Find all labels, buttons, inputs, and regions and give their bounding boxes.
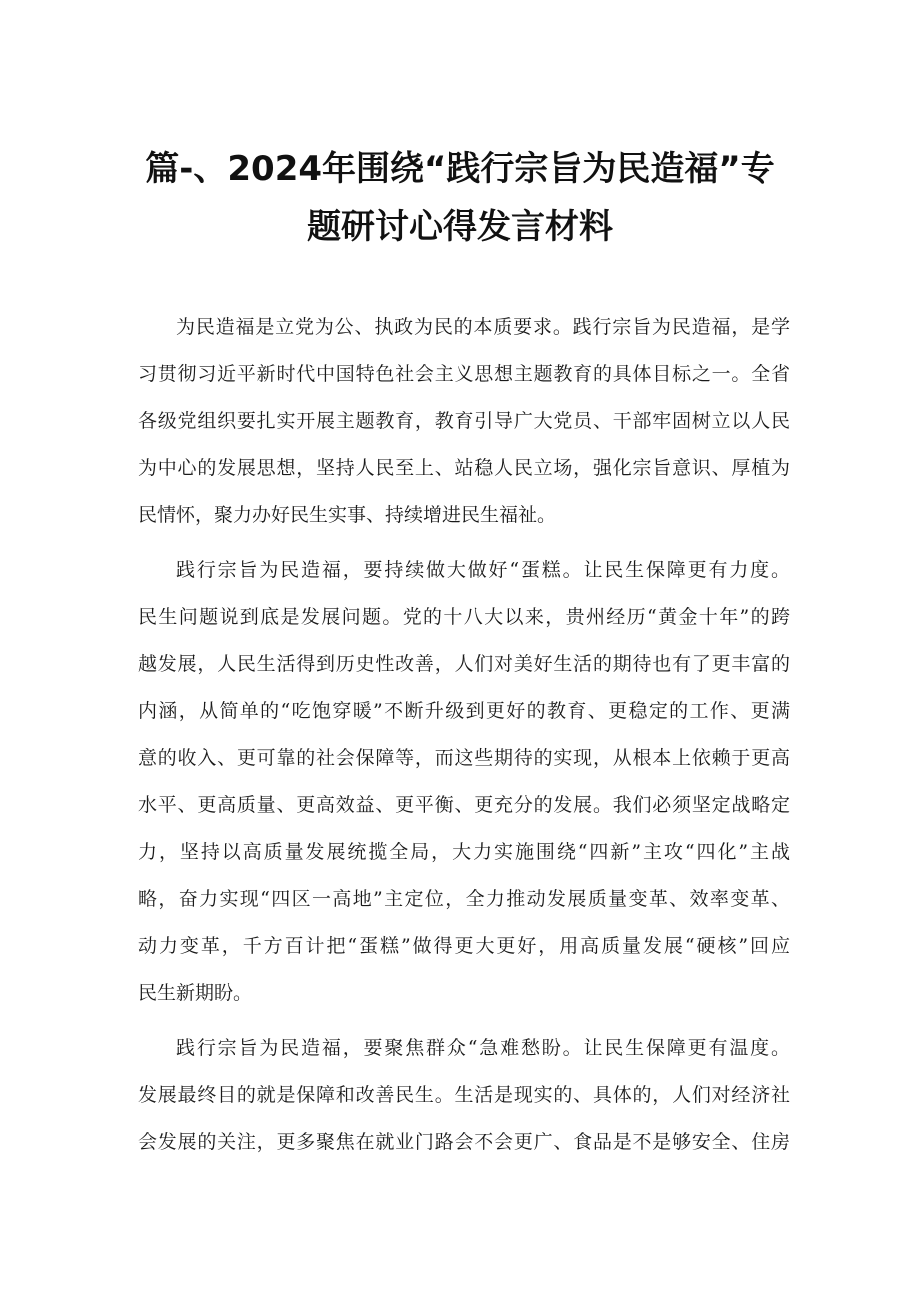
text-line: 力，坚持以高质量发展统揽全局，大力实施围绕“四新”主攻“四化”主战 (138, 841, 790, 863)
text-line: 民生问题说到底是发展问题。党的十八大以来，贵州经历“黄金十年”的跨 (138, 606, 790, 628)
text-line: 水平、更高质量、更高效益、更平衡、更充分的发展。我们必须坚定战略定 (138, 794, 790, 816)
text-line: 略，奋力实现“四区一高地”主定位，全力推动发展质量变革、效率变革、 (138, 888, 790, 910)
text-line: 践行宗旨为民造福，要持续做大做好“蛋糕。让民生保障更有力度。 (176, 559, 790, 581)
paragraph-2 (138, 547, 790, 1017)
document-title (120, 140, 800, 256)
text-line: 民生新期盼。 (138, 982, 253, 1004)
paragraph-3 (138, 1025, 790, 1166)
text-line: 民情怀，聚力办好民生实事、持续增进民生福祉。 (138, 504, 557, 526)
document-body (138, 304, 790, 1174)
text-line: 习贯彻习近平新时代中国特色社会主义思想主题教育的具体目标之一。全省 (138, 363, 790, 385)
text-line: 发展最终目的就是保障和改善民生。生活是现实的、具体的，人们对经济社 (138, 1084, 790, 1106)
title-line-2: 题研讨心得发言材料 (307, 207, 613, 247)
text-line: 会发展的关注，更多聚焦在就业门路会不会更广、食品是不是够安全、住房 (138, 1131, 790, 1153)
text-line: 为中心的发展思想，坚持人民至上、站稳人民立场，强化宗旨意识、厚植为 (138, 457, 790, 479)
paragraph-1 (138, 304, 790, 539)
text-line: 为民造福是立党为公、执政为民的本质要求。践行宗旨为民造福，是学 (176, 316, 790, 338)
text-line: 各级党组织要扎实开展主题教育，教育引导广大党员、干部牢固树立以人民 (138, 410, 790, 432)
text-line: 越发展，人民生活得到历史性改善，人们对美好生活的期待也有了更丰富的 (138, 653, 790, 675)
text-line: 内涵，从简单的“吃饱穿暖”不断升级到更好的教育、更稳定的工作、更满 (138, 700, 790, 722)
title-line-1: 篇-、2024年围绕“践行宗旨为民造福”专 (145, 149, 775, 189)
text-line: 意的收入、更可靠的社会保障等，而这些期待的实现，从根本上依赖于更高 (138, 747, 790, 769)
text-line: 动力变革，千方百计把“蛋糕”做得更大更好，用高质量发展“硬核”回应 (138, 935, 790, 957)
text-line: 践行宗旨为民造福，要聚焦群众“急难愁盼。让民生保障更有温度。 (176, 1037, 790, 1059)
